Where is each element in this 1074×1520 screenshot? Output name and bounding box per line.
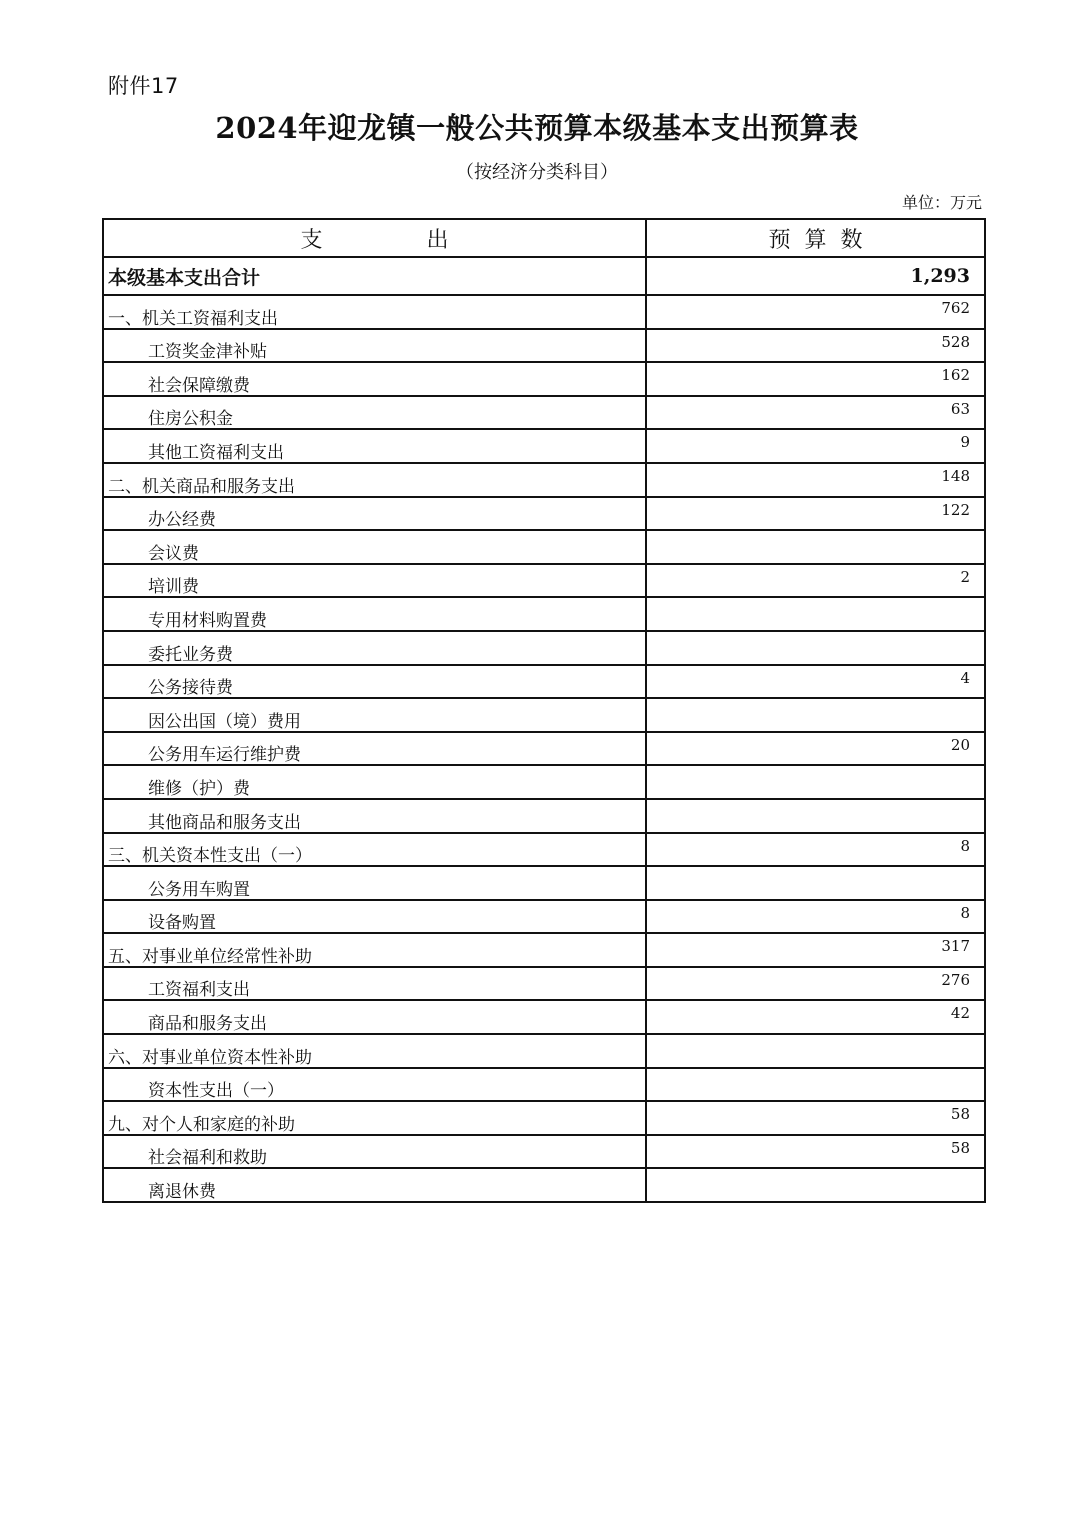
item-label: 其他商品和服务支出 xyxy=(103,799,646,833)
attachment-label: 附件17 xyxy=(108,74,179,98)
table-row xyxy=(103,362,985,396)
budget-value xyxy=(646,765,985,799)
budget-value: 8 xyxy=(646,833,985,867)
table-row xyxy=(103,530,985,564)
budget-value: 762 xyxy=(646,295,985,329)
item-label: 资本性支出（一） xyxy=(103,1068,646,1102)
category-label: 九、对个人和家庭的补助 xyxy=(103,1101,646,1135)
budget-value: 42 xyxy=(646,1000,985,1034)
table-row xyxy=(103,396,985,430)
page-subtitle: （按经济分类科目） xyxy=(456,162,618,183)
budget-value xyxy=(646,631,985,665)
total-value: 1,293 xyxy=(646,257,985,295)
budget-value: 162 xyxy=(646,362,985,396)
category-label: 一、机关工资福利支出 xyxy=(103,295,646,329)
table-row xyxy=(103,597,985,631)
category-label: 三、机关资本性支出（一） xyxy=(103,833,646,867)
item-label: 公务用车购置 xyxy=(103,866,646,900)
item-label: 专用材料购置费 xyxy=(103,597,646,631)
budget-value xyxy=(646,1168,985,1202)
budget-value: 9 xyxy=(646,429,985,463)
category-label: 六、对事业单位资本性补助 xyxy=(103,1034,646,1068)
budget-value: 58 xyxy=(646,1135,985,1169)
table-row xyxy=(103,665,985,699)
total-label: 本级基本支出合计 xyxy=(103,257,646,295)
item-label: 社会保障缴费 xyxy=(103,362,646,396)
table-header-row xyxy=(103,219,985,257)
unit-label: 单位：万元 xyxy=(901,193,982,212)
budget-value: 2 xyxy=(646,564,985,598)
budget-value: 63 xyxy=(646,396,985,430)
total-row xyxy=(103,257,985,295)
budget-value xyxy=(646,698,985,732)
page-title: 2024年迎龙镇一般公共预算本级基本支出预算表 xyxy=(215,111,859,145)
item-label: 维修（护）费 xyxy=(103,765,646,799)
budget-value: 317 xyxy=(646,933,985,967)
table-row xyxy=(103,866,985,900)
table-row xyxy=(103,833,985,867)
item-label: 办公经费 xyxy=(103,497,646,531)
category-label: 五、对事业单位经常性补助 xyxy=(103,933,646,967)
table-row xyxy=(103,933,985,967)
category-label: 二、机关商品和服务支出 xyxy=(103,463,646,497)
table-row xyxy=(103,765,985,799)
table-row xyxy=(103,329,985,363)
table-row xyxy=(103,1034,985,1068)
table-row xyxy=(103,1000,985,1034)
table-row xyxy=(103,967,985,1001)
budget-value xyxy=(646,530,985,564)
budget-value xyxy=(646,1034,985,1068)
budget-value: 148 xyxy=(646,463,985,497)
table-row xyxy=(103,698,985,732)
item-label: 住房公积金 xyxy=(103,396,646,430)
item-label: 委托业务费 xyxy=(103,631,646,665)
table-row xyxy=(103,799,985,833)
budget-value: 20 xyxy=(646,732,985,766)
item-label: 公务接待费 xyxy=(103,665,646,699)
item-label: 培训费 xyxy=(103,564,646,598)
table-row xyxy=(103,732,985,766)
budget-value: 528 xyxy=(646,329,985,363)
item-label: 设备购置 xyxy=(103,900,646,934)
item-label: 会议费 xyxy=(103,530,646,564)
budget-value: 4 xyxy=(646,665,985,699)
table-row xyxy=(103,564,985,598)
budget-table xyxy=(102,218,986,1203)
item-label: 工资奖金津补贴 xyxy=(103,329,646,363)
table-row xyxy=(103,497,985,531)
item-label: 其他工资福利支出 xyxy=(103,429,646,463)
budget-value: 8 xyxy=(646,900,985,934)
table-row xyxy=(103,1135,985,1169)
item-label: 社会福利和救助 xyxy=(103,1135,646,1169)
table-row xyxy=(103,1101,985,1135)
budget-value xyxy=(646,597,985,631)
table-row xyxy=(103,1068,985,1102)
table-row xyxy=(103,463,985,497)
budget-value: 276 xyxy=(646,967,985,1001)
table-row xyxy=(103,429,985,463)
item-label: 工资福利支出 xyxy=(103,967,646,1001)
item-label: 因公出国（境）费用 xyxy=(103,698,646,732)
table-row xyxy=(103,295,985,329)
item-label: 离退休费 xyxy=(103,1168,646,1202)
table-row xyxy=(103,1168,985,1202)
item-label: 商品和服务支出 xyxy=(103,1000,646,1034)
table-row xyxy=(103,900,985,934)
budget-value xyxy=(646,799,985,833)
budget-value: 122 xyxy=(646,497,985,531)
column-header-budget: 预算数 xyxy=(646,219,985,257)
budget-value xyxy=(646,1068,985,1102)
item-label: 公务用车运行维护费 xyxy=(103,732,646,766)
table-row xyxy=(103,631,985,665)
budget-value xyxy=(646,866,985,900)
budget-value: 58 xyxy=(646,1101,985,1135)
column-header-expense: 支出 xyxy=(103,219,646,257)
